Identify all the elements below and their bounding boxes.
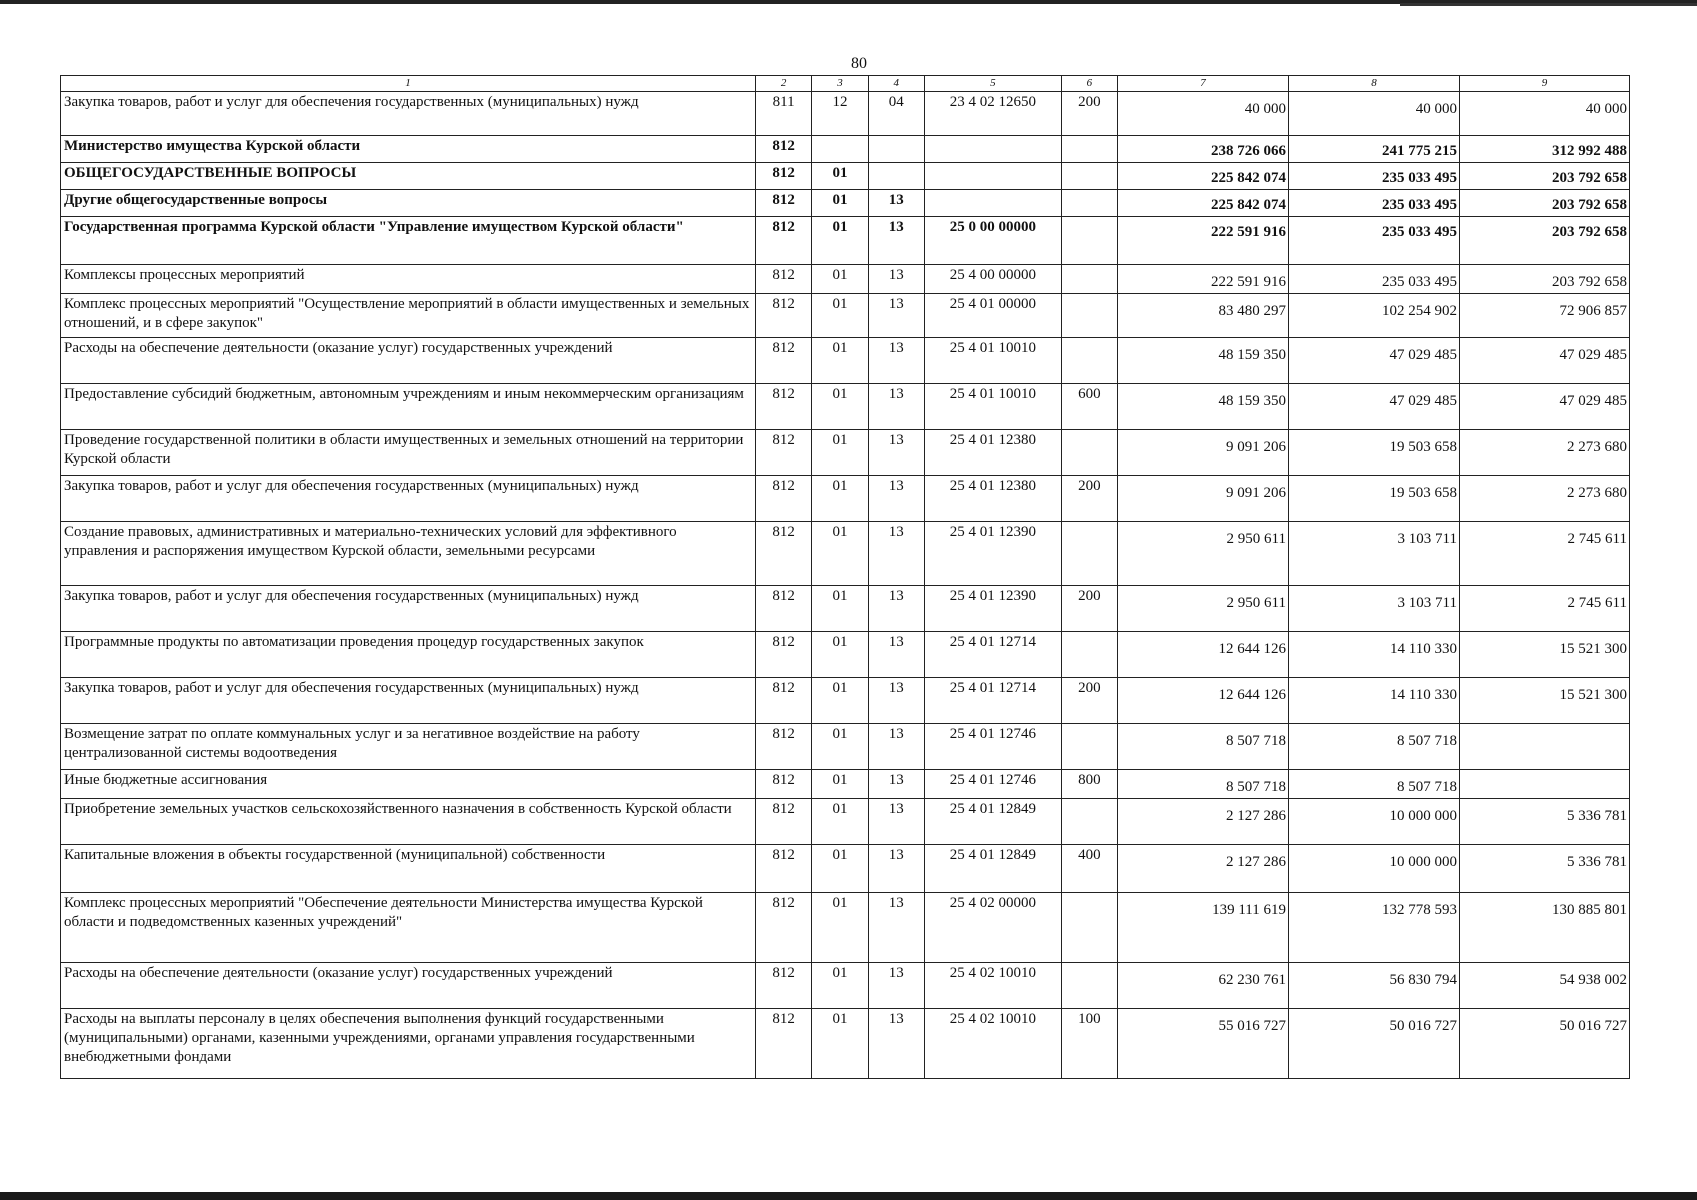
target-article-code: 25 4 01 12390 [924, 586, 1061, 632]
row-name: Закупка товаров, работ и услуг для обеспечения государственных (муниципальных) нужд [61, 476, 756, 522]
section-code: 01 [812, 217, 868, 265]
amount-col8: 19 503 658 [1288, 430, 1459, 476]
column-number: 1 [61, 76, 756, 92]
table-row [61, 217, 1630, 265]
section-code: 12 [812, 92, 868, 136]
table-row [61, 586, 1630, 632]
expense-type-code [1061, 190, 1117, 217]
subsection-code: 13 [868, 724, 924, 770]
section-code: 01 [812, 963, 868, 1009]
page-number: 80 [851, 55, 867, 72]
section-code: 01 [812, 770, 868, 799]
expense-type-code [1061, 963, 1117, 1009]
row-name: Государственная программа Курской области "Управление имуществом Курской области" [61, 217, 756, 265]
amount-col8: 50 016 727 [1288, 1009, 1459, 1079]
amount-col7: 12 644 126 [1118, 632, 1289, 678]
amount-col7: 2 127 286 [1118, 845, 1289, 893]
subsection-code: 13 [868, 522, 924, 586]
row-name: Министерство имущества Курской области [61, 136, 756, 163]
column-number: 8 [1288, 76, 1459, 92]
expense-type-code: 200 [1061, 92, 1117, 136]
amount-col9: 2 745 611 [1459, 586, 1629, 632]
target-article-code: 25 4 01 10010 [924, 338, 1061, 384]
amount-col9: 40 000 [1459, 92, 1629, 136]
amount-col9 [1459, 724, 1629, 770]
budget-table [60, 75, 1630, 1079]
expense-type-code [1061, 294, 1117, 338]
amount-col7: 9 091 206 [1118, 476, 1289, 522]
amount-col8: 10 000 000 [1288, 799, 1459, 845]
subsection-code: 13 [868, 893, 924, 963]
expense-type-code [1061, 893, 1117, 963]
amount-col8: 14 110 330 [1288, 632, 1459, 678]
column-number: 9 [1459, 76, 1629, 92]
subsection-code: 13 [868, 265, 924, 294]
amount-col7: 222 591 916 [1118, 217, 1289, 265]
expense-type-code: 200 [1061, 476, 1117, 522]
section-code: 01 [812, 799, 868, 845]
target-article-code: 25 4 01 10010 [924, 384, 1061, 430]
amount-col7: 225 842 074 [1118, 190, 1289, 217]
section-code: 01 [812, 845, 868, 893]
expense-type-code [1061, 799, 1117, 845]
chapter-code: 812 [755, 265, 811, 294]
row-name: Закупка товаров, работ и услуг для обеспечения государственных (муниципальных) нужд [61, 586, 756, 632]
chapter-code: 812 [755, 522, 811, 586]
column-number: 3 [812, 76, 868, 92]
target-article-code: 25 4 01 00000 [924, 294, 1061, 338]
subsection-code [868, 136, 924, 163]
subsection-code: 13 [868, 1009, 924, 1079]
row-name: Предоставление субсидий бюджетным, автономным учреждениям и иным некоммерческим организациям [61, 384, 756, 430]
target-article-code: 25 4 02 00000 [924, 893, 1061, 963]
table-row [61, 770, 1630, 799]
expense-type-code [1061, 430, 1117, 476]
table-row [61, 724, 1630, 770]
section-code: 01 [812, 384, 868, 430]
amount-col8: 235 033 495 [1288, 217, 1459, 265]
row-name: Проведение государственной политики в области имущественных и земельных отношений на территории Курской области [61, 430, 756, 476]
section-code: 01 [812, 430, 868, 476]
amount-col7: 139 111 619 [1118, 893, 1289, 963]
table-row [61, 265, 1630, 294]
chapter-code: 812 [755, 724, 811, 770]
section-code: 01 [812, 338, 868, 384]
amount-col8: 19 503 658 [1288, 476, 1459, 522]
amount-col9: 203 792 658 [1459, 190, 1629, 217]
amount-col9: 47 029 485 [1459, 338, 1629, 384]
row-name: Создание правовых, административных и материально-технических условий для эффективного управления и распоряжения имуществом Курской области, земельными ресурсами [61, 522, 756, 586]
row-name: Приобретение земельных участков сельскохозяйственного назначения в собственность Курской области [61, 799, 756, 845]
section-code: 01 [812, 1009, 868, 1079]
amount-col8: 47 029 485 [1288, 338, 1459, 384]
section-code: 01 [812, 522, 868, 586]
row-name: Комплекс процессных мероприятий "Обеспечение деятельности Министерства имущества Курской области и подведомственных казенных учреждений" [61, 893, 756, 963]
column-number-row [61, 76, 1630, 92]
amount-col8: 47 029 485 [1288, 384, 1459, 430]
table-row [61, 893, 1630, 963]
row-name: Другие общегосударственные вопросы [61, 190, 756, 217]
amount-col8: 3 103 711 [1288, 586, 1459, 632]
chapter-code: 812 [755, 476, 811, 522]
section-code [812, 136, 868, 163]
section-code: 01 [812, 678, 868, 724]
amount-col7: 225 842 074 [1118, 163, 1289, 190]
table-row [61, 384, 1630, 430]
amount-col7: 2 950 611 [1118, 586, 1289, 632]
table-row [61, 92, 1630, 136]
subsection-code: 13 [868, 632, 924, 678]
amount-col7: 8 507 718 [1118, 724, 1289, 770]
expense-type-code: 400 [1061, 845, 1117, 893]
chapter-code: 812 [755, 338, 811, 384]
row-name: Закупка товаров, работ и услуг для обеспечения государственных (муниципальных) нужд [61, 92, 756, 136]
chapter-code: 812 [755, 893, 811, 963]
chapter-code: 812 [755, 1009, 811, 1079]
amount-col8: 235 033 495 [1288, 190, 1459, 217]
subsection-code: 13 [868, 845, 924, 893]
chapter-code: 812 [755, 190, 811, 217]
section-code: 01 [812, 724, 868, 770]
amount-col9: 203 792 658 [1459, 163, 1629, 190]
amount-col9: 5 336 781 [1459, 799, 1629, 845]
chapter-code: 812 [755, 770, 811, 799]
amount-col7: 83 480 297 [1118, 294, 1289, 338]
section-code: 01 [812, 265, 868, 294]
amount-col7: 48 159 350 [1118, 338, 1289, 384]
target-article-code: 25 4 01 12746 [924, 770, 1061, 799]
target-article-code: 25 0 00 00000 [924, 217, 1061, 265]
amount-col9: 2 745 611 [1459, 522, 1629, 586]
table-row [61, 136, 1630, 163]
subsection-code: 13 [868, 217, 924, 265]
subsection-code: 13 [868, 476, 924, 522]
table-row [61, 190, 1630, 217]
row-name: Комплексы процессных мероприятий [61, 265, 756, 294]
amount-col9: 47 029 485 [1459, 384, 1629, 430]
subsection-code [868, 163, 924, 190]
amount-col9: 50 016 727 [1459, 1009, 1629, 1079]
table-row [61, 338, 1630, 384]
amount-col9: 5 336 781 [1459, 845, 1629, 893]
amount-col8: 56 830 794 [1288, 963, 1459, 1009]
expense-type-code: 200 [1061, 678, 1117, 724]
column-number: 4 [868, 76, 924, 92]
chapter-code: 812 [755, 430, 811, 476]
chapter-code: 812 [755, 845, 811, 893]
amount-col9: 15 521 300 [1459, 678, 1629, 724]
chapter-code: 812 [755, 799, 811, 845]
target-article-code [924, 190, 1061, 217]
section-code: 01 [812, 586, 868, 632]
chapter-code: 812 [755, 136, 811, 163]
subsection-code: 13 [868, 770, 924, 799]
subsection-code: 13 [868, 294, 924, 338]
target-article-code: 23 4 02 12650 [924, 92, 1061, 136]
expense-type-code: 800 [1061, 770, 1117, 799]
target-article-code [924, 136, 1061, 163]
amount-col7: 9 091 206 [1118, 430, 1289, 476]
target-article-code [924, 163, 1061, 190]
amount-col7: 238 726 066 [1118, 136, 1289, 163]
chapter-code: 812 [755, 586, 811, 632]
subsection-code: 04 [868, 92, 924, 136]
section-code: 01 [812, 190, 868, 217]
amount-col8: 235 033 495 [1288, 163, 1459, 190]
table-row [61, 476, 1630, 522]
target-article-code: 25 4 02 10010 [924, 1009, 1061, 1079]
expense-type-code: 200 [1061, 586, 1117, 632]
subsection-code: 13 [868, 384, 924, 430]
scan-top-border-thick [1400, 3, 1697, 6]
amount-col9: 54 938 002 [1459, 963, 1629, 1009]
table-row [61, 632, 1630, 678]
section-code: 01 [812, 163, 868, 190]
target-article-code: 25 4 00 00000 [924, 265, 1061, 294]
amount-col9: 2 273 680 [1459, 476, 1629, 522]
amount-col8: 3 103 711 [1288, 522, 1459, 586]
amount-col7: 62 230 761 [1118, 963, 1289, 1009]
row-name: Расходы на обеспечение деятельности (оказание услуг) государственных учреждений [61, 338, 756, 384]
chapter-code: 812 [755, 384, 811, 430]
row-name: ОБЩЕГОСУДАРСТВЕННЫЕ ВОПРОСЫ [61, 163, 756, 190]
target-article-code: 25 4 01 12390 [924, 522, 1061, 586]
row-name: Возмещение затрат по оплате коммунальных услуг и за негативное воздействие на работу централизованной системы водоотведения [61, 724, 756, 770]
amount-col7: 12 644 126 [1118, 678, 1289, 724]
subsection-code: 13 [868, 678, 924, 724]
amount-col7: 2 127 286 [1118, 799, 1289, 845]
row-name: Комплекс процессных мероприятий "Осуществление мероприятий в области имущественных и земельных отношений, и в сфере закупок" [61, 294, 756, 338]
amount-col8: 102 254 902 [1288, 294, 1459, 338]
row-name: Программные продукты по автоматизации проведения процедур государственных закупок [61, 632, 756, 678]
amount-col8: 40 000 [1288, 92, 1459, 136]
table-row [61, 163, 1630, 190]
amount-col7: 8 507 718 [1118, 770, 1289, 799]
row-name: Закупка товаров, работ и услуг для обеспечения государственных (муниципальных) нужд [61, 678, 756, 724]
subsection-code: 13 [868, 963, 924, 1009]
table-row [61, 430, 1630, 476]
row-name: Расходы на обеспечение деятельности (оказание услуг) государственных учреждений [61, 963, 756, 1009]
amount-col9: 203 792 658 [1459, 217, 1629, 265]
amount-col8: 8 507 718 [1288, 724, 1459, 770]
amount-col7: 40 000 [1118, 92, 1289, 136]
expense-type-code [1061, 163, 1117, 190]
scan-bottom-border [0, 1192, 1697, 1200]
amount-col8: 241 775 215 [1288, 136, 1459, 163]
target-article-code: 25 4 01 12380 [924, 430, 1061, 476]
amount-col9: 2 273 680 [1459, 430, 1629, 476]
section-code: 01 [812, 632, 868, 678]
row-name: Капитальные вложения в объекты государственной (муниципальной) собственности [61, 845, 756, 893]
amount-col7: 55 016 727 [1118, 1009, 1289, 1079]
subsection-code: 13 [868, 430, 924, 476]
target-article-code: 25 4 01 12714 [924, 678, 1061, 724]
chapter-code: 812 [755, 217, 811, 265]
expense-type-code: 100 [1061, 1009, 1117, 1079]
amount-col9: 312 992 488 [1459, 136, 1629, 163]
table-row [61, 1009, 1630, 1079]
expense-type-code [1061, 265, 1117, 294]
expense-type-code [1061, 338, 1117, 384]
chapter-code: 812 [755, 632, 811, 678]
column-number: 6 [1061, 76, 1117, 92]
row-name: Расходы на выплаты персоналу в целях обеспечения выполнения функций государственными (муниципальными) органами, казенными учреждениями, органами управления государственными внебюджетными фондами [61, 1009, 756, 1079]
amount-col8: 10 000 000 [1288, 845, 1459, 893]
expense-type-code [1061, 724, 1117, 770]
column-number: 5 [924, 76, 1061, 92]
amount-col8: 14 110 330 [1288, 678, 1459, 724]
expense-type-code: 600 [1061, 384, 1117, 430]
table-row [61, 845, 1630, 893]
chapter-code: 812 [755, 294, 811, 338]
amount-col9: 203 792 658 [1459, 265, 1629, 294]
amount-col9: 130 885 801 [1459, 893, 1629, 963]
chapter-code: 811 [755, 92, 811, 136]
section-code: 01 [812, 893, 868, 963]
row-name: Иные бюджетные ассигнования [61, 770, 756, 799]
chapter-code: 812 [755, 163, 811, 190]
table-row [61, 294, 1630, 338]
section-code: 01 [812, 294, 868, 338]
chapter-code: 812 [755, 678, 811, 724]
table-row [61, 522, 1630, 586]
column-number: 7 [1118, 76, 1289, 92]
table-row [61, 678, 1630, 724]
subsection-code: 13 [868, 190, 924, 217]
amount-col7: 2 950 611 [1118, 522, 1289, 586]
amount-col9: 15 521 300 [1459, 632, 1629, 678]
section-code: 01 [812, 476, 868, 522]
amount-col7: 48 159 350 [1118, 384, 1289, 430]
target-article-code: 25 4 01 12746 [924, 724, 1061, 770]
target-article-code: 25 4 01 12849 [924, 845, 1061, 893]
column-number: 2 [755, 76, 811, 92]
expense-type-code [1061, 632, 1117, 678]
expense-type-code [1061, 217, 1117, 265]
expense-type-code [1061, 136, 1117, 163]
chapter-code: 812 [755, 963, 811, 1009]
amount-col9 [1459, 770, 1629, 799]
target-article-code: 25 4 01 12849 [924, 799, 1061, 845]
amount-col9: 72 906 857 [1459, 294, 1629, 338]
target-article-code: 25 4 02 10010 [924, 963, 1061, 1009]
expense-type-code [1061, 522, 1117, 586]
amount-col8: 235 033 495 [1288, 265, 1459, 294]
target-article-code: 25 4 01 12714 [924, 632, 1061, 678]
amount-col7: 222 591 916 [1118, 265, 1289, 294]
subsection-code: 13 [868, 586, 924, 632]
subsection-code: 13 [868, 338, 924, 384]
amount-col8: 8 507 718 [1288, 770, 1459, 799]
subsection-code: 13 [868, 799, 924, 845]
table-row [61, 799, 1630, 845]
amount-col8: 132 778 593 [1288, 893, 1459, 963]
target-article-code: 25 4 01 12380 [924, 476, 1061, 522]
table-row [61, 963, 1630, 1009]
